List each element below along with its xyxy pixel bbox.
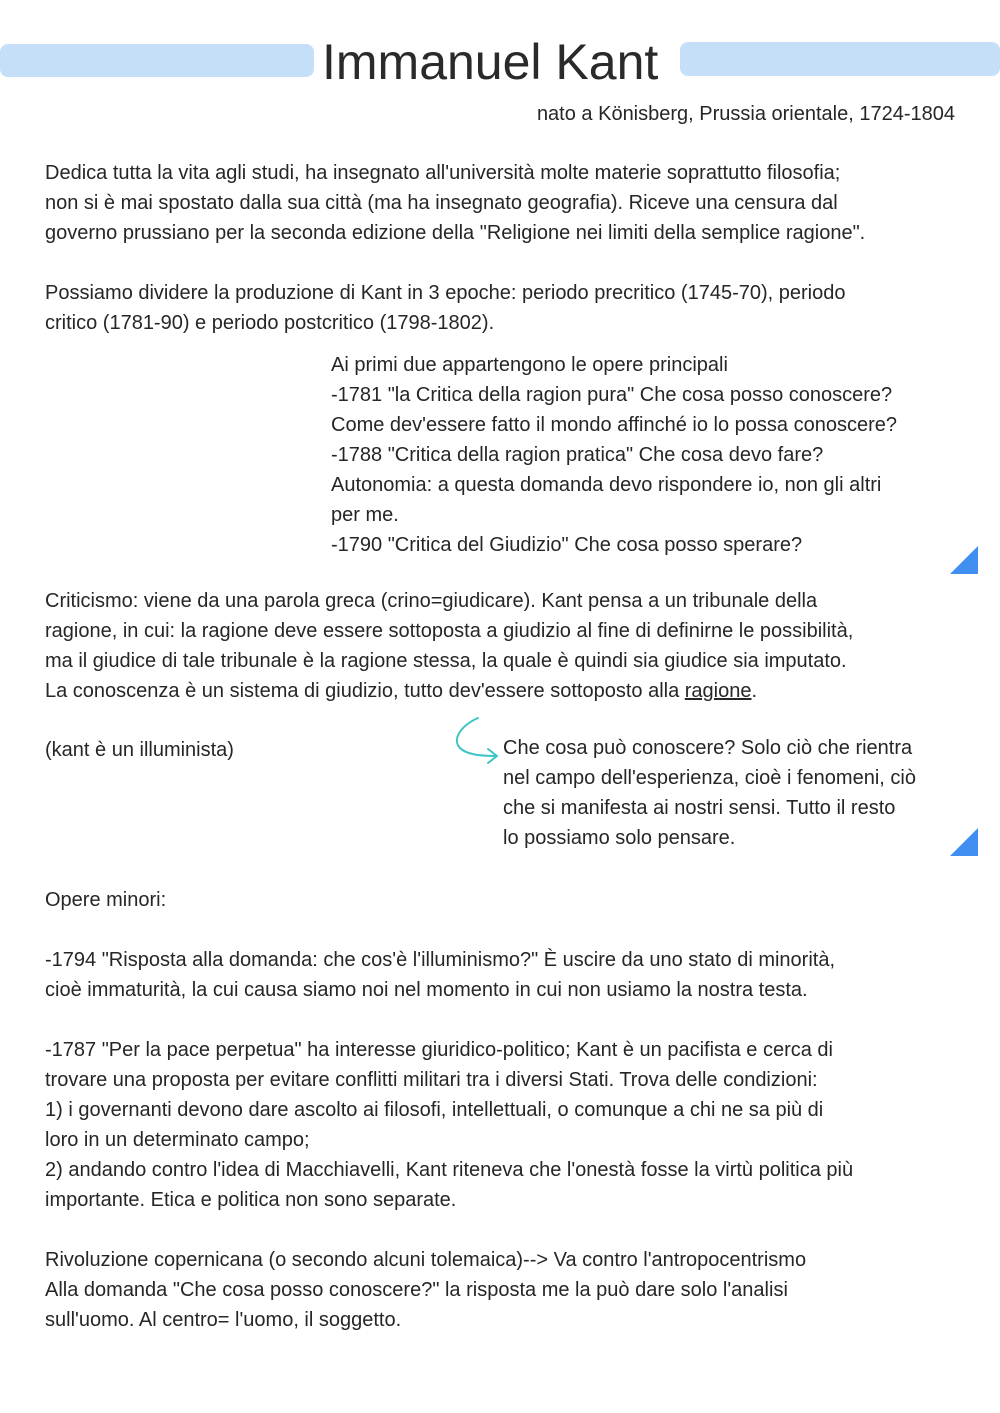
page-title: Immanuel Kant <box>322 34 659 90</box>
text-line: non si è mai spostato dalla sua città (ma ha insegnato geografia). Riceve una censura dal <box>45 192 838 214</box>
text-line: ma il giudice di tale tribunale è la ragione stessa, la quale è quindi sia giudice sia imputato. <box>45 650 847 672</box>
text-line: 2) andando contro l'idea di Macchiavelli, Kant riteneva che l'onestà fosse la virtù politica più <box>45 1159 854 1181</box>
title-highlight-left <box>0 44 314 77</box>
text-line: sull'uomo. Al centro= l'uomo, il soggetto. <box>45 1309 402 1331</box>
criticism-paragraph <box>45 586 853 706</box>
work-1787-paragraph <box>45 1035 853 1215</box>
triangle-corner-icon <box>950 546 978 574</box>
text-line: critico (1781-90) e periodo postcritico (1798-1802). <box>45 312 495 334</box>
text-fragment: La conoscenza è un sistema di giudizio, tutto dev'essere sottoposto alla <box>45 680 685 702</box>
text-line: trovare una proposta per evitare conflitti militari tra i diversi Stati. Trova delle condizioni: <box>45 1069 818 1091</box>
text-line: (kant è un illuminista) <box>45 739 234 761</box>
enlightenment-note <box>45 735 234 765</box>
page-subtitle: nato a Könisberg, Prussia orientale, 1724-1804 <box>536 103 955 125</box>
knowledge-note <box>503 733 916 853</box>
text-line: -1787 "Per la pace perpetua" ha interesse giuridico-politico; Kant è un pacifista e cerca di <box>45 1039 833 1061</box>
minor-works-heading <box>45 885 166 915</box>
main-works-list <box>331 350 897 560</box>
text-line: Che cosa può conoscere? Solo ciò che rientra <box>503 737 913 759</box>
text-line: per me. <box>331 504 399 526</box>
work-1794-paragraph <box>45 945 835 1005</box>
text-line: Dedica tutta la vita agli studi, ha insegnato all'università molte materie soprattutto filosofia; <box>45 162 841 184</box>
text-line: nel campo dell'esperienza, cioè i fenomeni, ciò <box>503 767 916 789</box>
text-line: Rivoluzione copernicana (o secondo alcuni tolemaica)--> Va contro l'antropocentrismo <box>45 1249 807 1271</box>
revolution-paragraph <box>45 1245 806 1335</box>
text-line: governo prussiano per la seconda edizione della "Religione nei limiti della semplice ragione". <box>45 222 866 244</box>
text-line: loro in un determinato campo; <box>45 1129 310 1151</box>
text-line: Criticismo: viene da una parola greca (crino=giudicare). Kant pensa a un tribunale della <box>45 590 818 612</box>
text-line: 1) i governanti devono dare ascolto ai filosofi, intellettuali, o comunque a chi ne sa più di <box>45 1099 824 1121</box>
text-line: -1794 "Risposta alla domanda: che cos'è l'illuminismo?" È uscire da uno stato di minorità, <box>45 949 836 971</box>
text-line: -1790 "Critica del Giudizio" Che cosa posso sperare? <box>331 534 803 556</box>
text-line: che si manifesta ai nostri sensi. Tutto il resto <box>503 797 896 819</box>
text-line: importante. Etica e politica non sono separate. <box>45 1189 457 1211</box>
text-line: Autonomia: a questa domanda devo rispondere io, non gli altri <box>331 474 882 496</box>
text-fragment: . <box>751 680 758 702</box>
text-line: -1781 "la Critica della ragion pura" Che cosa posso conoscere? <box>331 384 893 406</box>
underlined-word: ragione <box>684 680 752 702</box>
text-line: lo possiamo solo pensare. <box>503 827 736 849</box>
text-line: Opere minori: <box>45 889 167 911</box>
curved-arrow-icon <box>452 716 502 768</box>
text-line: cioè immaturità, la cui causa siamo noi nel momento in cui non usiamo la nostra testa. <box>45 979 808 1001</box>
text-line <box>45 676 853 706</box>
title-highlight-right <box>680 42 1000 76</box>
epochs-paragraph <box>45 278 845 338</box>
text-line: Possiamo dividere la produzione di Kant in 3 epoche: periodo precritico (1745-70), periodo <box>45 282 846 304</box>
text-line: Come dev'essere fatto il mondo affinché io lo possa conoscere? <box>331 414 897 436</box>
intro-paragraph <box>45 158 865 248</box>
text-line: -1788 "Critica della ragion pratica" Che cosa devo fare? <box>331 444 824 466</box>
text-line: ragione, in cui: la ragione deve essere sottoposta a giudizio al fine di definirne le possibilità, <box>45 620 854 642</box>
text-line: Alla domanda "Che cosa posso conoscere?" la risposta me la può dare solo l'analisi <box>45 1279 788 1301</box>
triangle-corner-icon <box>950 828 978 856</box>
text-line: Ai primi due appartengono le opere principali <box>331 354 728 376</box>
